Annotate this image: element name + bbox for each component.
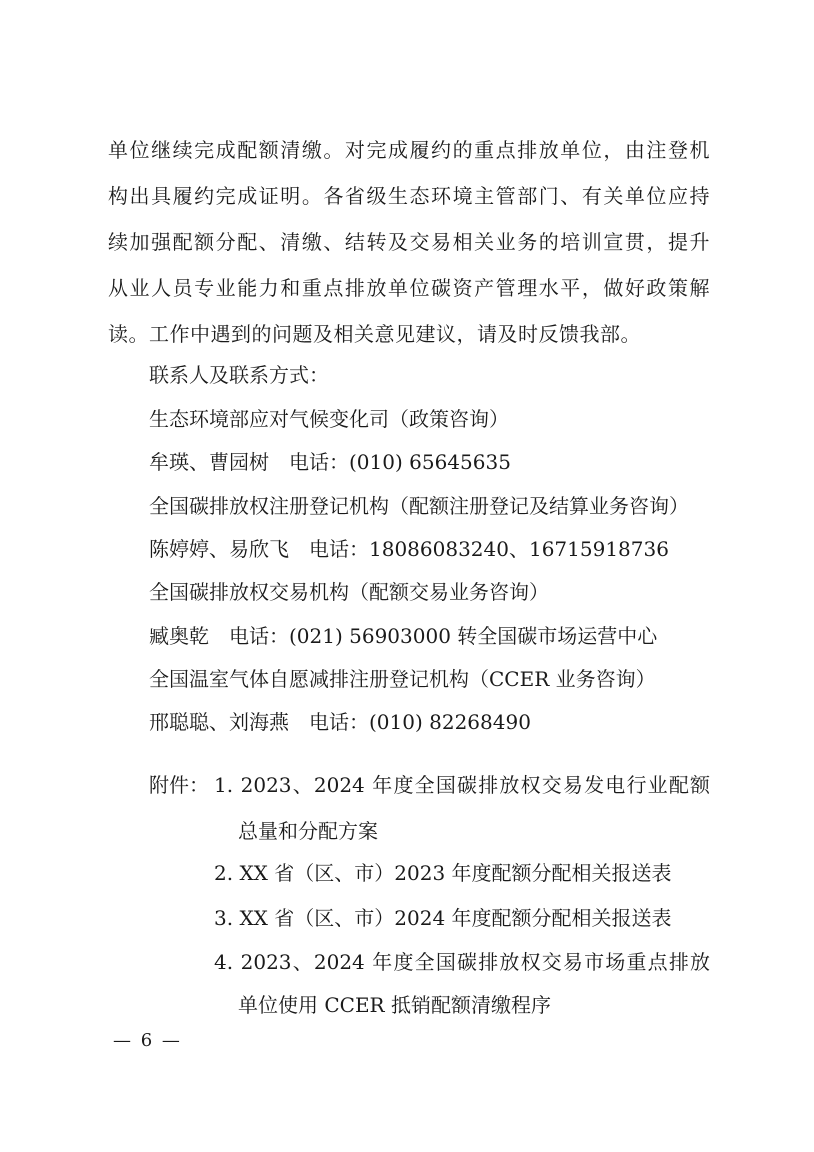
paragraph-line: 单位继续完成配额清缴。对完成履约的重点排放单位，由注登机 [108,138,710,162]
paragraph-line: 构出具履约完成证明。各省级生态环境主管部门、有关单位应持 [108,184,710,208]
paragraph-line: 续加强配额分配、清缴、结转及交易相关业务的培训宣贯，提升 [108,230,710,254]
contact-person: 邢聪聪、刘海燕 电话：(010) 82268490 [149,710,531,734]
attachment-item: 3. XX 省（区、市）2024 年度配额分配相关报送表 [214,906,672,930]
contact-person: 臧奥乾 电话：(021) 56903000 转全国碳市场运营中心 [149,624,658,648]
contact-org: 生态环境部应对气候变化司（政策咨询） [149,407,509,431]
page-number: — 6 — [113,1030,182,1051]
attachment-item: 4. 2023、2024 年度全国碳排放权交易市场重点排放 [214,950,710,974]
attachment-item-continued: 单位使用 CCER 抵销配额清缴程序 [238,993,551,1017]
contact-org: 全国温室气体自愿减排注册登记机构（CCER 业务咨询） [149,667,656,691]
attachments-label: 附件： [149,773,209,797]
attachment-item: 1. 2023、2024 年度全国碳排放权交易发电行业配额 [214,773,710,797]
attachment-item: 2. XX 省（区、市）2023 年度配额分配相关报送表 [214,861,672,885]
contact-person: 牟瑛、曹园树 电话：(010) 65645635 [149,450,511,474]
paragraph-line: 读。工作中遇到的问题及相关意见建议，请及时反馈我部。 [108,322,641,346]
contact-org: 全国碳排放权交易机构（配额交易业务咨询） [149,580,549,604]
attachment-item-continued: 总量和分配方案 [238,819,378,843]
contact-org: 全国碳排放权注册登记机构（配额注册登记及结算业务咨询） [149,494,689,518]
paragraph-line: 从业人员专业能力和重点排放单位碳资产管理水平，做好政策解 [108,276,710,300]
contacts-heading: 联系人及联系方式： [149,363,329,387]
contact-person: 陈婷婷、易欣飞 电话：18086083240、16715918736 [149,537,669,561]
